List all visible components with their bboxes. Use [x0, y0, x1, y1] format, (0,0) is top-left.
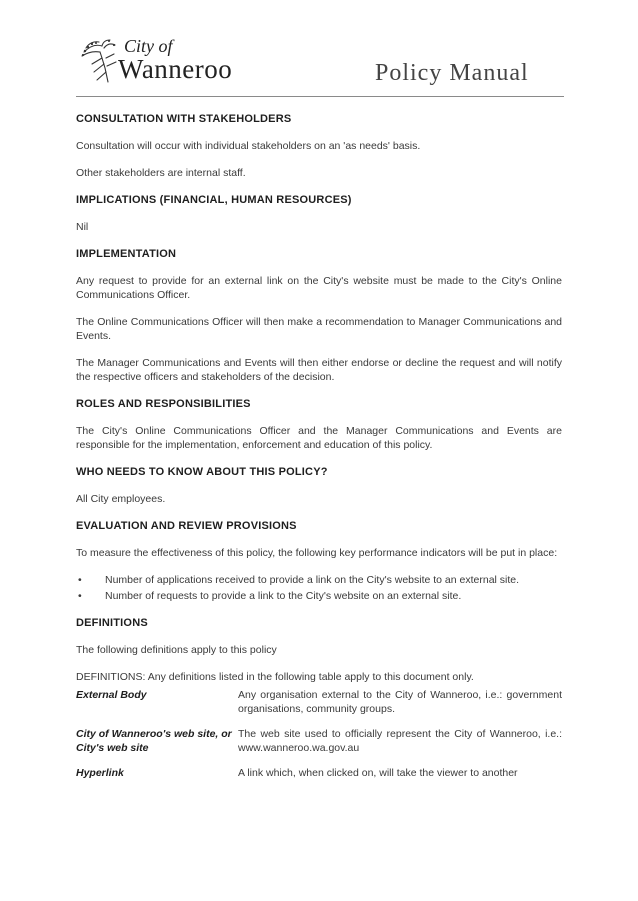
- paragraph: To measure the effectiveness of this policy, the following key performance indicators will be put in place:: [76, 547, 558, 559]
- definition-term: Hyperlink: [76, 767, 124, 779]
- document-body: [76, 112, 562, 791]
- section-heading-evaluation: EVALUATION AND REVIEW PROVISIONS: [76, 520, 297, 532]
- header-divider: [76, 96, 564, 97]
- logo-city-text: City of: [124, 36, 173, 56]
- list-item-text: Number of requests to provide a link to the City's website on an external site.: [105, 590, 462, 602]
- definitions-table: [76, 688, 562, 791]
- table-row: [76, 688, 562, 727]
- section-heading-definitions: DEFINITIONS: [76, 617, 148, 629]
- paragraph: Nil: [76, 221, 89, 233]
- list-item-text: Number of applications received to provide a link on the City's website to an external site.: [105, 574, 520, 586]
- definition-text: A link which, when clicked on, will take the viewer to another: [238, 767, 518, 779]
- wanneroo-logo-icon: [80, 38, 120, 86]
- paragraph: The Manager Communications and Events will then either endorse or decline the request and will notify the respective officers and stakeholders of the decision.: [76, 357, 562, 383]
- logo-name-text: Wanneroo: [118, 54, 233, 84]
- section-heading-roles: ROLES AND RESPONSIBILITIES: [76, 398, 251, 410]
- paragraph: Other stakeholders are internal staff.: [76, 167, 246, 179]
- manual-title: Policy Manual: [375, 60, 529, 86]
- table-row: [76, 727, 562, 766]
- list-item: [76, 589, 562, 603]
- table-row: [76, 766, 562, 791]
- page-header: [0, 0, 638, 100]
- list-item: [76, 573, 562, 587]
- paragraph: DEFINITIONS: Any definitions listed in the following table apply to this document only.: [76, 671, 474, 683]
- definition-term: City of Wanneroo's web site, or City's web site: [76, 728, 232, 754]
- section-heading-consultation: CONSULTATION WITH STAKEHOLDERS: [76, 113, 292, 125]
- paragraph: All City employees.: [76, 493, 166, 505]
- kpi-list: [76, 573, 562, 603]
- section-heading-implications: IMPLICATIONS (FINANCIAL, HUMAN RESOURCES): [76, 194, 352, 206]
- paragraph: The following definitions apply to this policy: [76, 644, 277, 656]
- paragraph: The City's Online Communications Officer and the Manager Communications and Events are responsible for the implementation, enforcement and education of this policy.: [76, 425, 562, 451]
- bullet-icon: •: [78, 574, 82, 586]
- paragraph: The Online Communications Officer will then make a recommendation to Manager Communications and Events.: [76, 316, 562, 342]
- definition-text: Any organisation external to the City of Wanneroo, i.e.: government organisations, community groups.: [238, 689, 562, 715]
- section-heading-implementation: IMPLEMENTATION: [76, 248, 177, 260]
- definition-term: External Body: [76, 689, 147, 701]
- paragraph: Consultation will occur with individual stakeholders on an 'as needs' basis.: [76, 140, 421, 152]
- bullet-icon: •: [78, 590, 82, 602]
- section-heading-who: WHO NEEDS TO KNOW ABOUT THIS POLICY?: [76, 466, 328, 478]
- definition-text: The web site used to officially represent the City of Wanneroo, i.e.: www.wanneroo.wa.gov.au: [238, 728, 562, 754]
- paragraph: Any request to provide for an external link on the City's website must be made to the City's Online Communications Officer.: [76, 275, 562, 301]
